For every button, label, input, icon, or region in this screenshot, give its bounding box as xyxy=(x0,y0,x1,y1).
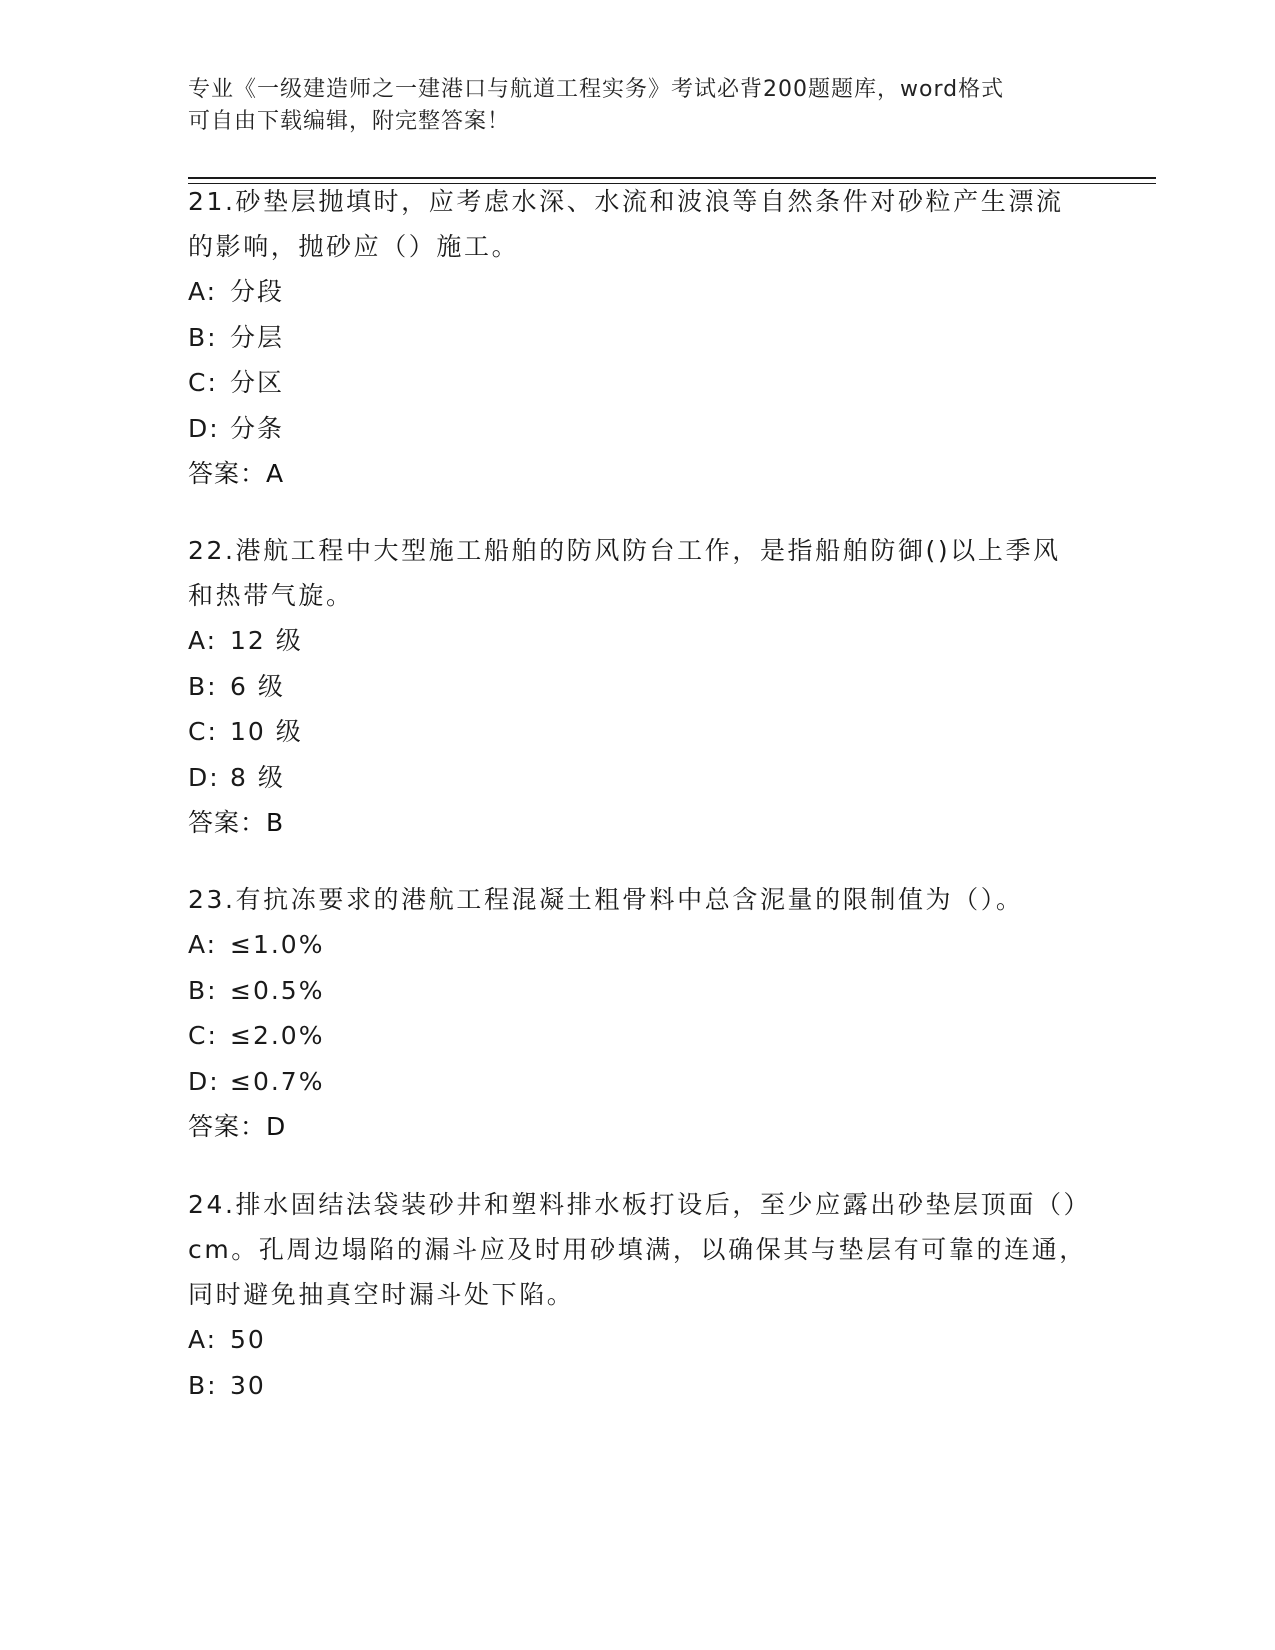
header-line-2: 可自由下载编辑，附完整答案！ xyxy=(188,109,511,134)
option-text: 分条 xyxy=(230,413,285,443)
option-letter: B: xyxy=(188,1370,218,1400)
option-letter: A: xyxy=(188,1325,218,1354)
option-text: ≤1.0% xyxy=(230,930,325,959)
option-letter: C: xyxy=(188,368,218,397)
question-24 xyxy=(188,1182,1088,1408)
option-text: 分层 xyxy=(230,322,285,352)
option-d xyxy=(188,1059,1088,1105)
option-b xyxy=(188,664,1088,710)
option-letter: B: xyxy=(188,322,218,352)
question-text: 22.港航工程中大型施工船舶的防风防台工作，是指船舶防御()以上季风和热带气旋。 xyxy=(188,536,1061,610)
option-a xyxy=(188,1317,1088,1363)
option-letter: D: xyxy=(188,762,220,792)
option-text: 50 xyxy=(230,1325,266,1354)
option-letter: B: xyxy=(188,975,218,1005)
option-c xyxy=(188,709,1088,755)
document-header xyxy=(188,74,1068,138)
option-d xyxy=(188,755,1088,801)
option-text: 10 级 xyxy=(230,717,303,746)
option-a xyxy=(188,922,1088,968)
question-text: 24.排水固结法袋装砂井和塑料排水板打设后，至少应露出砂垫层顶面（）cm。孔周边塌陷的漏斗应及时用砂填满，以确保其与垫层有可靠的连通，同时避免抽真空时漏斗处下陷。 xyxy=(188,1190,1087,1309)
option-b xyxy=(188,968,1088,1014)
option-text: ≤0.7% xyxy=(230,1066,325,1096)
answer-line: 答案：B xyxy=(188,808,285,837)
answer-line: 答案：A xyxy=(188,459,285,488)
option-a xyxy=(188,269,1088,315)
option-text: ≤0.5% xyxy=(230,975,325,1005)
option-letter: A: xyxy=(188,277,218,306)
option-a xyxy=(188,618,1088,664)
question-23 xyxy=(188,877,1088,1149)
option-letter: C: xyxy=(188,1021,218,1050)
option-letter: A: xyxy=(188,626,218,655)
answer-line: 答案：D xyxy=(188,1112,287,1141)
option-c xyxy=(188,1013,1088,1059)
option-text: 8 级 xyxy=(230,762,285,792)
option-b xyxy=(188,315,1088,361)
option-text: 分区 xyxy=(230,368,285,397)
option-letter: D: xyxy=(188,1066,220,1096)
option-letter: D: xyxy=(188,413,220,443)
option-d xyxy=(188,406,1088,452)
option-text: 分段 xyxy=(230,277,285,306)
option-c xyxy=(188,360,1088,406)
option-text: 6 级 xyxy=(230,671,285,701)
option-text: 30 xyxy=(230,1370,266,1400)
option-letter: A: xyxy=(188,930,218,959)
question-text: 23.有抗冻要求的港航工程混凝土粗骨料中总含泥量的限制值为（）。 xyxy=(188,885,1024,914)
option-letter: B: xyxy=(188,671,218,701)
question-21 xyxy=(188,179,1088,496)
question-22 xyxy=(188,528,1088,845)
option-text: 12 级 xyxy=(230,626,303,655)
option-text: ≤2.0% xyxy=(230,1021,325,1050)
option-letter: C: xyxy=(188,717,218,746)
question-text: 21.砂垫层抛填时，应考虑水深、水流和波浪等自然条件对砂粒产生漂流的影响，抛砂应（）施工。 xyxy=(188,187,1064,261)
header-line-1: 专业《一级建造师之一建港口与航道工程实务》考试必背200题题库，word格式 xyxy=(188,77,1005,102)
option-b xyxy=(188,1363,1088,1409)
